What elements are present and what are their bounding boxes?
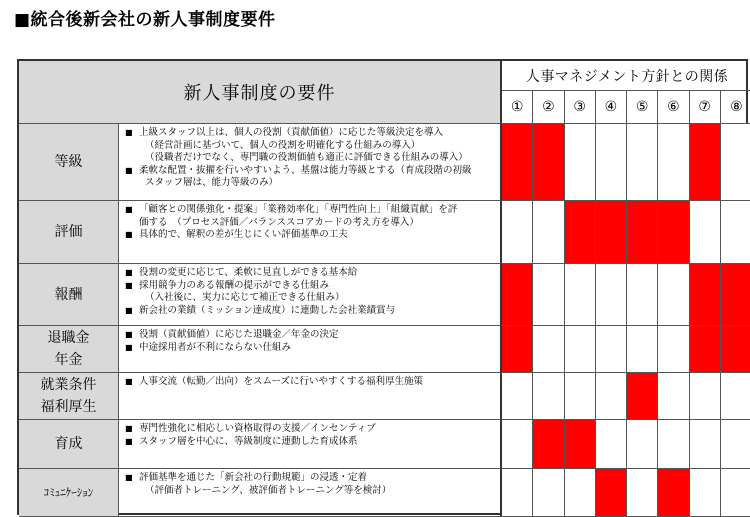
bullet-marker: ■ bbox=[125, 280, 133, 290]
policy-number-4: ④ bbox=[596, 91, 627, 124]
relation-empty bbox=[721, 373, 750, 420]
relation-empty bbox=[502, 201, 533, 264]
bullet-text: スタッフ層を中心に、等級制度に連動した育成体系 bbox=[139, 435, 358, 447]
bullet-item bbox=[125, 436, 496, 449]
category-label: 評価 bbox=[54, 224, 83, 240]
bullet-marker: ■ bbox=[125, 230, 133, 239]
relation-mark bbox=[596, 201, 627, 264]
category-cell bbox=[19, 264, 119, 326]
relation-empty bbox=[721, 420, 750, 469]
relation-empty bbox=[690, 469, 721, 517]
category-label: 福利厚生 bbox=[40, 399, 97, 415]
relation-empty bbox=[533, 326, 564, 373]
bullet-continuation: （評価者トレーニング、被評価者トレーニング等を検討） bbox=[145, 484, 392, 496]
relation-empty bbox=[596, 420, 627, 469]
policy-number-1: ① bbox=[502, 91, 533, 124]
bullet-text: 中途採用者が不利にならない仕組み bbox=[139, 341, 292, 353]
bullet-item bbox=[125, 165, 496, 178]
bullet-item bbox=[125, 329, 496, 342]
bullet-text: 新会社の業績（ミッション達成度）に連動した会社業績賞与 bbox=[139, 304, 396, 316]
bullet-marker: ■ bbox=[125, 473, 133, 482]
category-label: 退職金 bbox=[47, 330, 90, 346]
header-policy-relation: 人事マネジメント方針との関係 bbox=[502, 61, 750, 91]
relation-empty bbox=[658, 326, 689, 373]
bullet-item bbox=[125, 305, 496, 318]
requirement-description bbox=[119, 469, 502, 517]
relation-empty bbox=[627, 420, 658, 469]
relation-empty bbox=[502, 469, 533, 517]
relation-mark bbox=[721, 326, 750, 373]
relation-mark bbox=[502, 264, 533, 326]
bullet-text: 採用競争力のある報酬の提示ができる仕組み bbox=[139, 279, 330, 291]
page-title: ■統合後新会社の新人事制度要件 bbox=[14, 10, 276, 30]
requirement-description bbox=[119, 201, 502, 264]
policy-number-7: ⑦ bbox=[690, 91, 721, 124]
bullet-item bbox=[125, 267, 496, 280]
bullet-text: 具体的で、解釈の差が生じにくい評価基準の工夫 bbox=[139, 229, 348, 240]
bullet-continuation: （入社後に、実力に応じて補正できる仕組み） bbox=[145, 292, 345, 303]
relation-empty bbox=[690, 420, 721, 469]
category-label: 育成 bbox=[54, 436, 83, 452]
relation-mark bbox=[690, 264, 721, 326]
relation-empty bbox=[565, 264, 596, 326]
bullet-item bbox=[125, 472, 496, 485]
relation-empty bbox=[565, 326, 596, 373]
policy-number-5: ⑤ bbox=[627, 91, 658, 124]
relation-mark bbox=[502, 326, 533, 373]
relation-empty bbox=[533, 373, 564, 420]
relation-empty bbox=[721, 124, 750, 201]
relation-empty bbox=[690, 201, 721, 264]
relation-empty bbox=[596, 124, 627, 201]
category-label: 年金 bbox=[54, 352, 83, 368]
bullet-marker: ■ bbox=[125, 424, 133, 433]
relation-mark bbox=[565, 201, 596, 264]
relation-mark bbox=[658, 469, 689, 517]
bullet-text: 専門性強化に相応しい資格取得の支援／インセンティブ bbox=[139, 423, 376, 434]
relation-empty bbox=[502, 373, 533, 420]
policy-number-8: ⑧ bbox=[721, 91, 750, 124]
category-label: 等級 bbox=[54, 154, 83, 170]
requirement-description bbox=[119, 373, 502, 420]
relation-empty bbox=[658, 124, 689, 201]
requirement-description bbox=[119, 326, 502, 373]
category-label: 就業条件 bbox=[40, 377, 97, 393]
category-cell bbox=[19, 326, 119, 373]
category-cell bbox=[19, 124, 119, 201]
bullet-text: 役割（貢献価値）に応じた退職金／年金の決定 bbox=[139, 329, 339, 340]
requirement-description bbox=[119, 124, 502, 201]
bullet-marker: ■ bbox=[125, 128, 133, 137]
relation-empty bbox=[627, 326, 658, 373]
category-cell bbox=[19, 201, 119, 264]
relation-mark bbox=[658, 201, 689, 264]
relation-empty bbox=[533, 264, 564, 326]
bullet-text: 柔軟な配置・抜擢を行いやすいよう、基盤は能力等級とする（育成段階の初級 bbox=[139, 164, 472, 176]
relation-empty bbox=[721, 469, 750, 517]
relation-empty bbox=[596, 373, 627, 420]
category-cell bbox=[19, 469, 119, 517]
relation-mark bbox=[690, 124, 721, 201]
bullet-marker: ■ bbox=[125, 436, 133, 446]
requirement-description bbox=[119, 264, 502, 326]
bullet-item bbox=[125, 423, 496, 436]
relation-mark bbox=[565, 420, 596, 469]
bullet-marker: ■ bbox=[125, 342, 133, 352]
bullet-continuation: スタッフ層は、能力等級のみ） bbox=[145, 177, 279, 188]
relation-empty bbox=[627, 124, 658, 201]
header-requirements: 新人事制度の要件 bbox=[19, 61, 502, 124]
relation-empty bbox=[565, 469, 596, 517]
bullet-marker: ■ bbox=[125, 165, 133, 175]
policy-number-2: ② bbox=[533, 91, 564, 124]
bullet-marker: ■ bbox=[125, 205, 133, 214]
relation-mark bbox=[627, 373, 658, 420]
bullet-item bbox=[125, 342, 496, 355]
relation-empty bbox=[627, 264, 658, 326]
bullet-text: 人事交流（転勤／出向）をスムーズに行いやすくする福利厚生施策 bbox=[139, 376, 424, 387]
relation-empty bbox=[533, 201, 564, 264]
relation-empty bbox=[721, 201, 750, 264]
relation-empty bbox=[658, 264, 689, 326]
policy-number-6: ⑥ bbox=[658, 91, 689, 124]
bullet-marker: ■ bbox=[125, 330, 133, 339]
category-label: ｺﾐｭﾆｹｰｼｮﾝ bbox=[43, 485, 94, 499]
bullet-continuation: 価する （プロセス評価／バランススコアカードの考え方を導入） bbox=[139, 216, 419, 228]
bullet-item bbox=[125, 280, 496, 293]
relation-empty bbox=[658, 420, 689, 469]
requirement-description bbox=[119, 420, 502, 469]
relation-mark bbox=[502, 124, 533, 201]
relation-mark bbox=[596, 469, 627, 517]
category-label: 報酬 bbox=[54, 286, 83, 303]
bullet-item bbox=[125, 204, 496, 217]
bullet-text: 役割の変更に応じて、柔軟に見直しができる基本給 bbox=[139, 267, 358, 278]
relation-mark bbox=[627, 201, 658, 264]
relation-mark bbox=[533, 124, 564, 201]
bullet-text: 上級スタッフ以上は、個人の役割（貢献価値）に応じた等級決定を導入 bbox=[139, 127, 444, 138]
bullet-marker: ■ bbox=[125, 268, 133, 277]
bullet-item bbox=[125, 127, 496, 140]
bullet-text: 「顧客との関係強化・提案」「業務効率化」「専門性向上」「組織貢献」を評 bbox=[139, 204, 458, 215]
relation-empty bbox=[658, 373, 689, 420]
bullet-text: 評価基準を通じた「新会社の行動規範」の浸透・定着 bbox=[139, 472, 368, 483]
relation-empty bbox=[627, 469, 658, 517]
bullet-item bbox=[125, 376, 496, 389]
relation-mark bbox=[690, 326, 721, 373]
relation-mark bbox=[721, 264, 750, 326]
policy-number-3: ③ bbox=[565, 91, 596, 124]
relation-empty bbox=[596, 264, 627, 326]
bullet-marker: ■ bbox=[125, 377, 133, 386]
bullet-continuation: （経営計画に基づいて、個人の役割を明確化する仕組みの導入） bbox=[145, 139, 421, 151]
bullet-marker: ■ bbox=[125, 305, 133, 315]
relation-empty bbox=[690, 373, 721, 420]
relation-empty bbox=[596, 326, 627, 373]
bullet-continuation: （役職者だけでなく、専門職の役割価値も適正に評価できる仕組みの導入） bbox=[145, 152, 468, 163]
relation-empty bbox=[533, 469, 564, 517]
relation-mark bbox=[533, 420, 564, 469]
relation-empty bbox=[502, 420, 533, 469]
category-cell bbox=[19, 373, 119, 420]
relation-empty bbox=[565, 373, 596, 420]
relation-empty bbox=[565, 124, 596, 201]
requirements-table bbox=[17, 59, 748, 515]
bullet-item bbox=[125, 229, 496, 242]
category-cell bbox=[19, 420, 119, 469]
